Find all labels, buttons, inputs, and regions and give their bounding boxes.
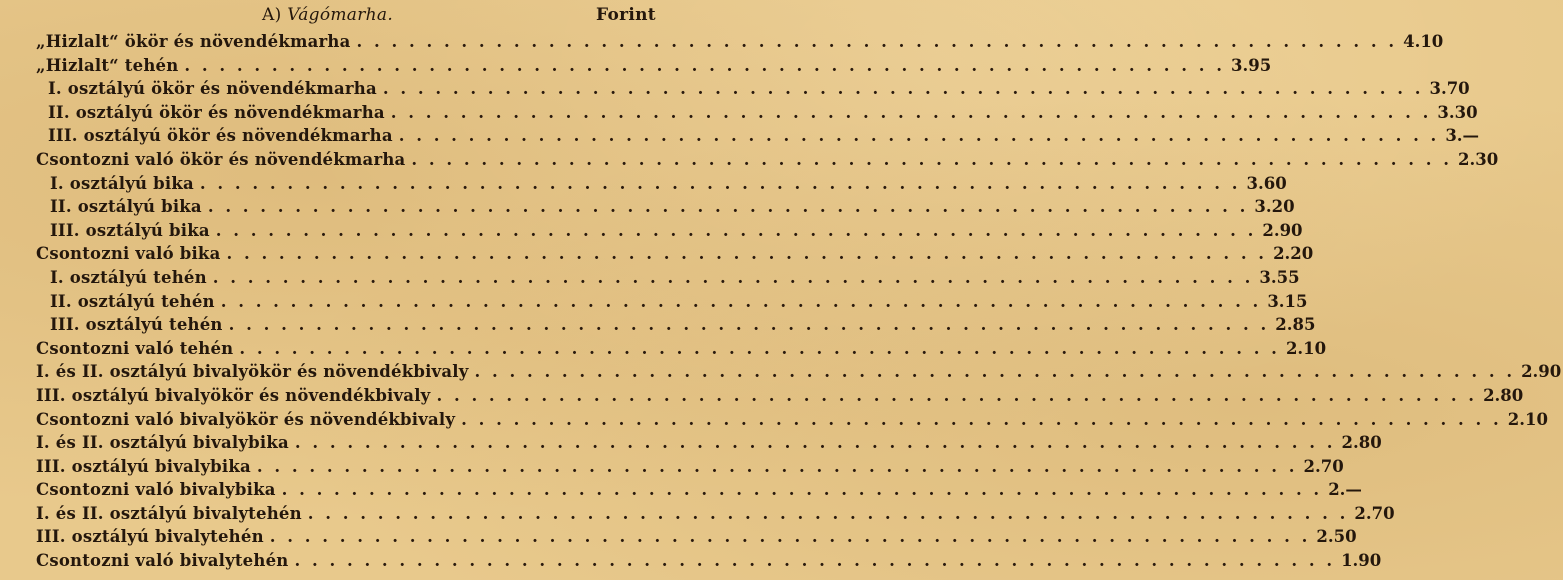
- row-label: I. osztályú bika: [50, 173, 194, 193]
- row-price: 2.70: [1354, 503, 1395, 523]
- row-price: 4.10: [1403, 32, 1444, 51]
- dot-leader: . . . . . . . . . . . . . . . . . . . . . . . . . . . . . . . . . . . . . . . . . . . . . . . . . . . . . . . . . . . .: [390, 102, 1432, 122]
- table-row: [0, 219, 1303, 243]
- section-prefix: A): [262, 5, 288, 25]
- row-label: III. osztályú bivalytehén: [36, 527, 264, 547]
- row-price: 3.60: [1246, 173, 1287, 193]
- table-row: [0, 172, 1287, 196]
- table-row: [0, 525, 1357, 549]
- table-row: [0, 478, 1362, 502]
- row-price: 2.90: [1521, 362, 1562, 382]
- row-price: 1.90: [1341, 551, 1382, 571]
- dot-leader: . . . . . . . . . . . . . . . . . . . . . . . . . . . . . . . . . . . . . . . . . . . . . . . . . . . . . . . . . . . .: [436, 385, 1478, 405]
- table-row: [0, 502, 1395, 526]
- row-price: 3.15: [1267, 291, 1308, 311]
- dot-leader: . . . . . . . . . . . . . . . . . . . . . . . . . . . . . . . . . . . . . . . . . . . . . . . . . . . . . . . . . . . .: [199, 173, 1241, 193]
- row-label: Csontozni való bivalyökör és növendékbivaly: [36, 409, 456, 429]
- price-column-header: Forint: [596, 5, 656, 25]
- table-row: [0, 101, 1478, 125]
- table-row: [0, 148, 1499, 172]
- table-row: [0, 313, 1316, 337]
- row-price: 2.90: [1262, 220, 1303, 240]
- table-row: [0, 360, 1562, 384]
- dot-leader: . . . . . . . . . . . . . . . . . . . . . . . . . . . . . . . . . . . . . . . . . . . . . . . . . . . . . . . . . . . .: [212, 267, 1254, 287]
- row-label: Csontozni való ökör és növendékmarha: [36, 149, 406, 169]
- row-label: „Hizlalt“ tehén: [36, 55, 179, 75]
- row-label: Csontozni való tehén: [36, 338, 234, 358]
- row-label: II. osztályú bika: [50, 197, 202, 217]
- row-price: 2.10: [1507, 409, 1548, 429]
- dot-leader: . . . . . . . . . . . . . . . . . . . . . . . . . . . . . . . . . . . . . . . . . . . . . . . . . . . . . . . . . . . .: [382, 79, 1424, 99]
- row-label: Csontozni való bika: [36, 244, 221, 264]
- section-title-text: Vágómarha.: [287, 5, 394, 25]
- row-label: Csontozni való bivalybika: [36, 480, 276, 500]
- dot-leader: . . . . . . . . . . . . . . . . . . . . . . . . . . . . . . . . . . . . . . . . . . . . . . . . . . . . . . . . . . . .: [269, 527, 1311, 547]
- row-label: II. osztályú tehén: [50, 291, 215, 311]
- table-row: [0, 266, 1300, 290]
- row-price: 3.70: [1429, 79, 1470, 99]
- dot-leader: . . . . . . . . . . . . . . . . . . . . . . . . . . . . . . . . . . . . . . . . . . . . . . . . . . . . . . . . . . . .: [474, 362, 1516, 382]
- row-label: II. osztályú ökör és növendékmarha: [48, 102, 385, 122]
- row-price: 2.80: [1483, 385, 1524, 405]
- row-label: III. osztályú ökör és növendékmarha: [48, 126, 393, 146]
- table-row: [0, 54, 1272, 78]
- row-label: I. osztályú ökör és növendékmarha: [48, 79, 377, 99]
- dot-leader: . . . . . . . . . . . . . . . . . . . . . . . . . . . . . . . . . . . . . . . . . . . . . . . . . . . . . . . . . . . .: [398, 126, 1440, 146]
- row-price: 2.20: [1273, 244, 1314, 264]
- dot-leader: . . . . . . . . . . . . . . . . . . . . . . . . . . . . . . . . . . . . . . . . . . . . . . . . . . . . . . . . . . . .: [207, 197, 1249, 217]
- table-row: [0, 242, 1314, 266]
- dot-leader: . . . . . . . . . . . . . . . . . . . . . . . . . . . . . . . . . . . . . . . . . . . . . . . . . . . . . . . . . . . .: [256, 456, 1298, 476]
- table-row: [0, 77, 1470, 101]
- table-row: [0, 195, 1295, 219]
- table-row: [0, 30, 1444, 54]
- row-label: I. és II. osztályú bivalyökör és növendékbivaly: [36, 362, 469, 382]
- row-label: I. és II. osztályú bivalytehén: [36, 503, 302, 523]
- table-row: [0, 337, 1327, 361]
- table-row: [0, 549, 1382, 573]
- row-label: I. és II. osztályú bivalybika: [36, 433, 289, 453]
- dot-leader: . . . . . . . . . . . . . . . . . . . . . . . . . . . . . . . . . . . . . . . . . . . . . . . . . . . . . . . . . . . .: [239, 338, 1280, 358]
- row-price: 2.85: [1275, 315, 1316, 335]
- dot-leader: . . . . . . . . . . . . . . . . . . . . . . . . . . . . . . . . . . . . . . . . . . . . . . . . . . . . . . . . . . . .: [215, 220, 1257, 240]
- row-price: 2.10: [1285, 338, 1327, 358]
- row-label: III. osztályú bika: [50, 220, 210, 240]
- row-price: 3.20: [1254, 197, 1295, 217]
- table-row: [0, 124, 1480, 148]
- table-row: [0, 431, 1382, 455]
- dot-leader: . . . . . . . . . . . . . . . . . . . . . . . . . . . . . . . . . . . . . . . . . . . . . . . . . . . . . . . . . . . .: [184, 55, 1226, 75]
- row-label: III. osztályú tehén: [50, 315, 223, 335]
- row-price: 3.30: [1437, 102, 1478, 122]
- section-title: [262, 5, 393, 25]
- price-rows: [0, 30, 1562, 573]
- row-price: 3.55: [1259, 267, 1300, 287]
- dot-leader: . . . . . . . . . . . . . . . . . . . . . . . . . . . . . . . . . . . . . . . . . . . . . . . . . . . . . . . . . . . .: [356, 32, 1398, 51]
- dot-leader: . . . . . . . . . . . . . . . . . . . . . . . . . . . . . . . . . . . . . . . . . . . . . . . . . . . . . . . . . . . .: [294, 551, 1336, 571]
- row-label: III. osztályú bivalybika: [36, 456, 251, 476]
- dot-leader: . . . . . . . . . . . . . . . . . . . . . . . . . . . . . . . . . . . . . . . . . . . . . . . . . . . . . . . . . . . .: [294, 433, 1336, 453]
- dot-leader: . . . . . . . . . . . . . . . . . . . . . . . . . . . . . . . . . . . . . . . . . . . . . . . . . . . . . . . . . . . .: [228, 315, 1270, 335]
- row-price: 2.30: [1458, 149, 1499, 169]
- table-row: [0, 290, 1308, 314]
- row-price: 3.95: [1231, 55, 1272, 75]
- dot-leader: . . . . . . . . . . . . . . . . . . . . . . . . . . . . . . . . . . . . . . . . . . . . . . . . . . . . . . . . . . . .: [461, 409, 1502, 429]
- row-label: „Hizlalt“ ökör és növendékmarha: [36, 32, 351, 51]
- dot-leader: . . . . . . . . . . . . . . . . . . . . . . . . . . . . . . . . . . . . . . . . . . . . . . . . . . . . . . . . . . . .: [411, 149, 1453, 169]
- row-price: 2.80: [1341, 433, 1382, 453]
- dot-leader: . . . . . . . . . . . . . . . . . . . . . . . . . . . . . . . . . . . . . . . . . . . . . . . . . . . . . . . . . . . .: [281, 480, 1323, 500]
- dot-leader: . . . . . . . . . . . . . . . . . . . . . . . . . . . . . . . . . . . . . . . . . . . . . . . . . . . . . . . . . . . .: [220, 291, 1262, 311]
- dot-leader: . . . . . . . . . . . . . . . . . . . . . . . . . . . . . . . . . . . . . . . . . . . . . . . . . . . . . . . . . . . .: [226, 244, 1268, 264]
- row-label: Csontozni való bivalytehén: [36, 551, 289, 571]
- table-row: [0, 408, 1548, 432]
- row-label: III. osztályú bivalyökör és növendékbivaly: [36, 385, 431, 405]
- row-price: 3.—: [1445, 126, 1480, 146]
- table-row: [0, 384, 1524, 408]
- table-header: [0, 2, 684, 26]
- table-row: [0, 455, 1344, 479]
- row-price: 2.50: [1316, 527, 1357, 547]
- row-label: I. osztályú tehén: [50, 267, 207, 287]
- dot-leader: . . . . . . . . . . . . . . . . . . . . . . . . . . . . . . . . . . . . . . . . . . . . . . . . . . . . . . . . . . . .: [307, 503, 1349, 523]
- row-price: 2.70: [1303, 456, 1344, 476]
- row-price: 2.—: [1328, 480, 1362, 500]
